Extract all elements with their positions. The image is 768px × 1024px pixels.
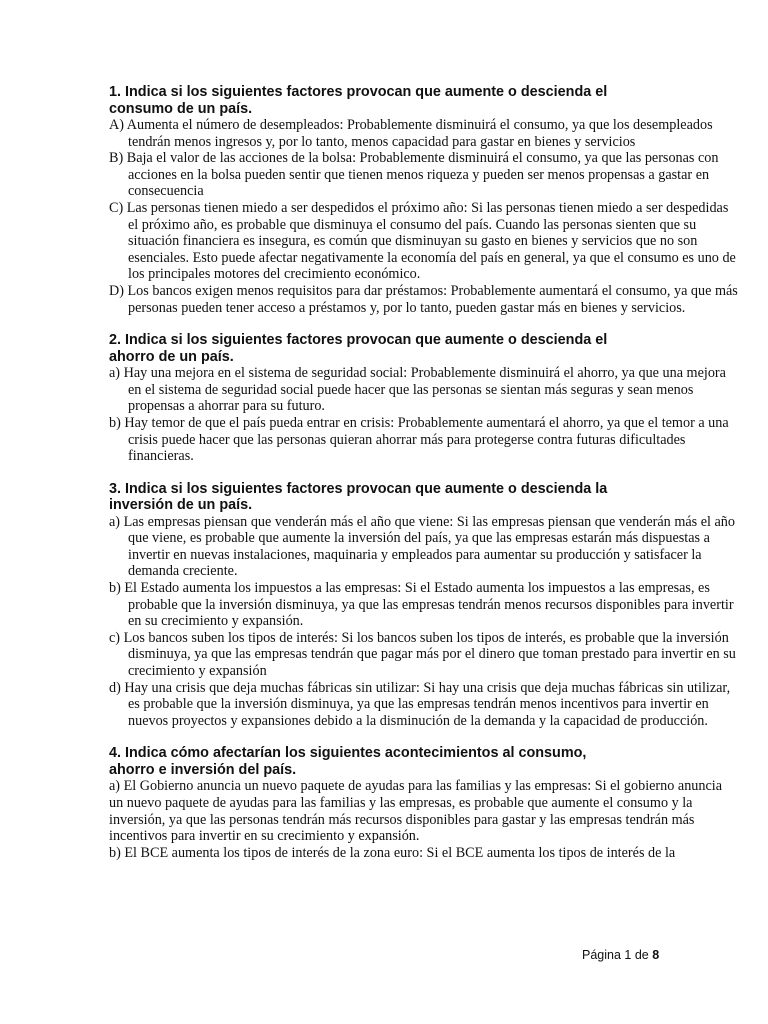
page-total: 8 bbox=[652, 948, 660, 962]
question-1 bbox=[109, 84, 739, 316]
question-2-heading bbox=[109, 332, 739, 365]
question-3-heading-line2: inversión de un país. bbox=[109, 497, 253, 514]
question-4 bbox=[109, 745, 739, 861]
question-1-heading-line2: consumo de un país. bbox=[109, 100, 253, 117]
question-1-heading bbox=[109, 84, 739, 117]
question-3-heading bbox=[109, 481, 739, 514]
answer-3b: b) El Estado aumenta los impuestos a las empresas: Si el Estado aumenta los impuestos a las empresas, es probable que la inversión disminuya, ya que las empresas tendrán menos recursos disponibles para invertir en su crecimiento y expansión. bbox=[109, 580, 734, 630]
answer-1a: A) Aumenta el número de desempleados: Probablemente disminuirá el consumo, ya que los desempleados tendrán menos ingresos y, por lo tanto, menos capacidad para gastar en bienes y servicios bbox=[109, 117, 713, 150]
answer-3d: d) Hay una crisis que deja muchas fábricas sin utilizar: Si hay una crisis que deja muchas fábricas sin utilizar, es probable que la inversión disminuya, ya que las empresas tendrán menos incentivos para invertir en nuevos proyectos y expansiones debido a la disminución de la demanda y la capacidad de producción. bbox=[109, 679, 731, 729]
question-4-heading bbox=[109, 745, 739, 778]
answer-4b: b) El BCE aumenta los tipos de interés de la zona euro: Si el BCE aumenta los tipos de interés de la bbox=[109, 844, 676, 861]
answer-3a: a) Las empresas piensan que venderán más el año que viene: Si las empresas piensan que venderán más el año que viene, es probable que aumente la inversión del país, ya que las empresas estarán más dispuestas a invertir en nuevas instalaciones, maquinaria y empleados para aumentar su producción y satisfacer la demanda creciente. bbox=[109, 513, 735, 580]
answer-4a: a) El Gobierno anuncia un nuevo paquete de ayudas para las familias y las empresas: Si el gobierno anuncia un nuevo paquete de ayudas para las familias y las empresas, es probable que aumente el consumo y la inversión, ya que las personas tendrán más recursos disponibles para gastar y las empresas tendrán más incentivos para invertir en su crecimiento y expansión. bbox=[109, 778, 723, 845]
answer-1d: D) Los bancos exigen menos requisitos para dar préstamos: Probablemente aumentará el consumo, ya que más personas pueden tener acceso a préstamos y, por lo tanto, pueden gastar más en bienes y servicios. bbox=[109, 282, 738, 316]
answer-3c: c) Los bancos suben los tipos de interés: Si los bancos suben los tipos de interés, es probable que la inversión disminuya, ya que las empresas tendrán que pagar más por el dinero que toman prestado para invertir en su crecimiento y expansión bbox=[109, 629, 736, 680]
question-4-heading-line2: ahorro e inversión del país. bbox=[109, 761, 297, 778]
question-3-heading-line1: 3. Indica si los siguientes factores provocan que aumente o descienda la bbox=[109, 480, 608, 497]
question-2 bbox=[109, 332, 739, 465]
page-number-label: Página 1 de bbox=[582, 948, 649, 962]
question-2-heading-line1: 2. Indica si los siguientes factores provocan que aumente o descienda el bbox=[109, 332, 608, 349]
question-2-heading-line2: ahorro de un país. bbox=[109, 348, 234, 365]
answer-2b: b) Hay temor de que el país pueda entrar en crisis: Probablemente aumentará el ahorro, ya que el temor a una crisis puede hacer que las personas quieran ahorrar más para protegerse contra futuras dificultades financieras. bbox=[109, 414, 729, 465]
answer-2a: a) Hay una mejora en el sistema de seguridad social: Probablemente disminuirá el ahorro, ya que una mejora en el sistema de seguridad social puede hacer que las personas se sientan más seguras y sean menos propensas a ahorrar para su futuro. bbox=[109, 365, 726, 415]
page-footer bbox=[582, 948, 659, 962]
answer-1b: B) Baja el valor de las acciones de la bolsa: Probablemente disminuirá el consumo, ya que las personas con acciones en la bolsa pueden sentir que tienen menos riqueza y pueden ser menos propensas a gastar en consecuencia bbox=[109, 150, 719, 200]
document-page bbox=[109, 84, 739, 861]
question-3 bbox=[109, 481, 739, 730]
question-4-heading-line1: 4. Indica cómo afectarían los siguientes acontecimientos al consumo, bbox=[109, 745, 587, 762]
answer-1c: C) Las personas tienen miedo a ser despedidos el próximo año: Si las personas tienen miedo a ser despedidas el próximo año, es probable que disminuya el consumo del país. Cuando las personas sienten que su situación financiera es insegura, es común que disminuyan su gasto en bienes y servicios que no son esenciales. Esto puede afectar negativamente la economía del país en general, ya que el consumo es uno de los principales motores del crecimiento económico. bbox=[109, 199, 736, 283]
question-1-heading-line1: 1. Indica si los siguientes factores provocan que aumente o descienda el bbox=[109, 84, 608, 100]
